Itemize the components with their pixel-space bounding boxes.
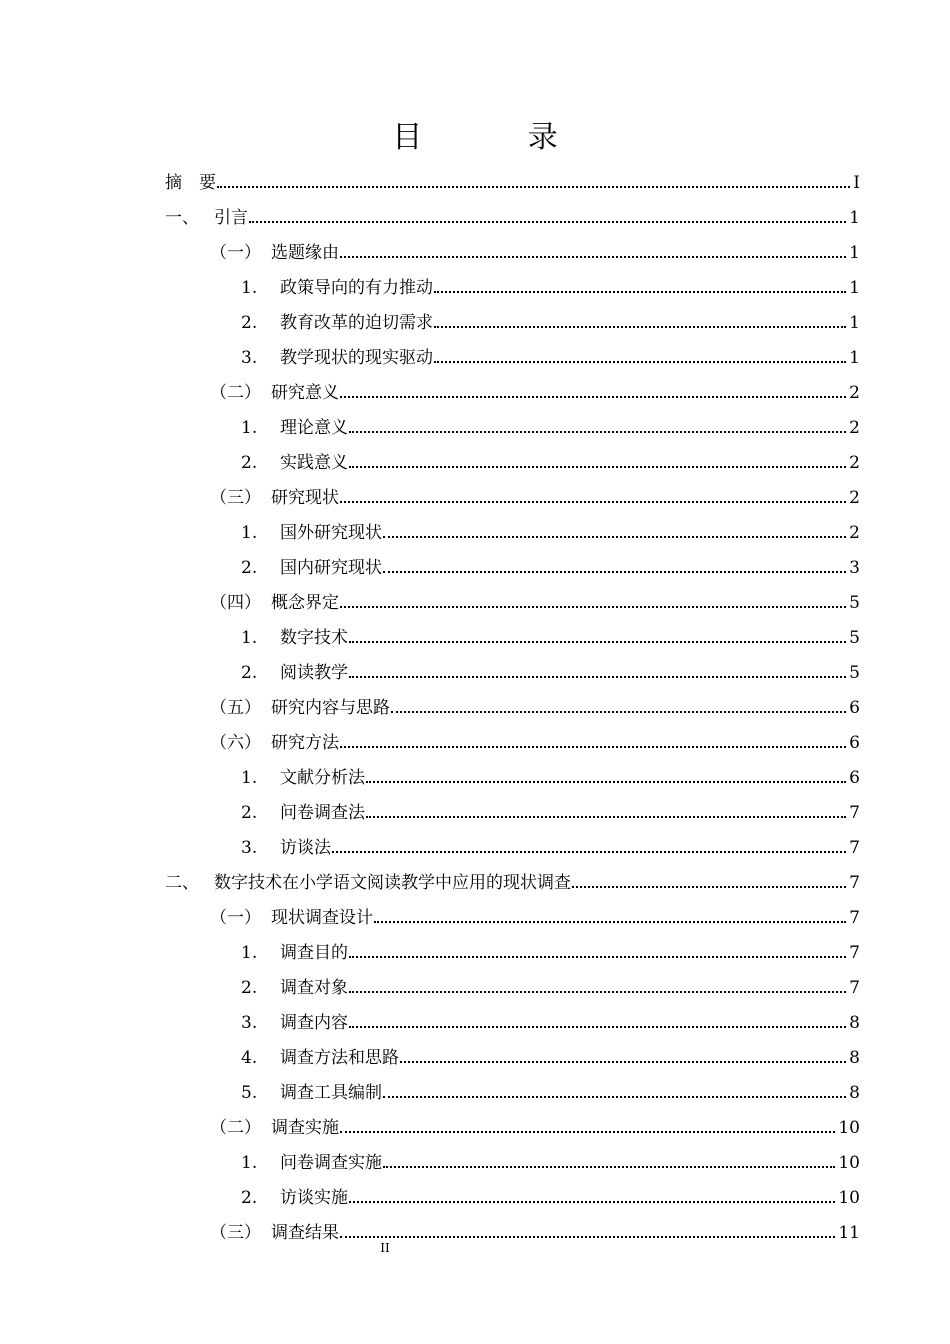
toc-entry-label: 数字技术在小学语文阅读教学中应用的现状调查 <box>214 873 571 893</box>
toc-entry-label: 国外研究现状 <box>280 523 382 543</box>
toc-dot-leader <box>349 1026 846 1028</box>
toc-entry-number: 2. <box>241 663 258 683</box>
toc-entry-number: 4. <box>241 1048 258 1068</box>
toc-entry[interactable] <box>210 228 860 263</box>
toc-entry-page: 7 <box>849 873 860 893</box>
toc-entry[interactable] <box>241 1033 860 1068</box>
toc-entry-page: 1 <box>849 208 860 228</box>
toc-dot-leader <box>349 431 846 433</box>
toc-entry-page: 7 <box>849 803 860 823</box>
toc-dot-leader <box>217 186 850 188</box>
toc-entry-number: 2. <box>241 978 258 998</box>
toc-entry-label: 政策导向的有力推动 <box>280 278 433 298</box>
toc-entry[interactable] <box>241 403 860 438</box>
footer-page-number: II <box>380 1241 390 1255</box>
toc-dot-leader <box>332 851 846 853</box>
toc-entry-number: 2. <box>241 803 258 823</box>
toc-entry-number: 3. <box>241 348 258 368</box>
toc-entry-label: 研究内容与思路 <box>271 698 390 718</box>
toc-entry-number: （三） <box>210 488 261 508</box>
toc-entry-number: 1. <box>241 943 258 963</box>
toc-entry-page: 7 <box>849 943 860 963</box>
toc-entry[interactable] <box>165 158 860 193</box>
toc-dot-leader <box>383 536 846 538</box>
toc-dot-leader <box>374 921 846 923</box>
toc-entry-label: 教育改革的迫切需求 <box>280 313 433 333</box>
toc-dot-leader <box>349 1201 835 1203</box>
toc-entry-number: 2. <box>241 453 258 473</box>
toc-entry-number: （二） <box>210 383 261 403</box>
toc-entry[interactable] <box>241 648 860 683</box>
toc-entry[interactable] <box>241 753 860 788</box>
page-title: 目 录 <box>392 120 606 155</box>
toc-entry-label: 引言 <box>214 208 248 228</box>
toc-entry-number: 1. <box>241 523 258 543</box>
toc-entry-label: 选题缘由 <box>271 243 339 263</box>
toc-entry[interactable] <box>241 438 860 473</box>
toc-entry[interactable] <box>241 613 860 648</box>
toc-entry-label: 调查对象 <box>280 978 348 998</box>
toc-entry-number: （一） <box>210 908 261 928</box>
toc-entry-label: 研究意义 <box>271 383 339 403</box>
toc-entry-page: 8 <box>849 1083 860 1103</box>
toc-dot-leader <box>349 466 846 468</box>
toc-entry[interactable] <box>210 578 860 613</box>
toc-entry-page: 6 <box>849 733 860 753</box>
toc-entry-page: 2 <box>849 488 860 508</box>
toc-entry-page: I <box>853 173 860 193</box>
toc-entry-label: 调查方法和思路 <box>280 1048 399 1068</box>
toc-entry-page: 8 <box>849 1013 860 1033</box>
toc-entry-number: 1. <box>241 628 258 648</box>
toc-dot-leader <box>434 326 846 328</box>
toc-entry-number: 一、 <box>165 208 199 228</box>
toc-entry-label: 概念界定 <box>271 593 339 613</box>
toc-dot-leader <box>349 641 846 643</box>
toc-entry[interactable] <box>241 928 860 963</box>
toc-entry-number: 1. <box>241 1153 258 1173</box>
toc-entry-number: 1. <box>241 768 258 788</box>
toc-entry[interactable] <box>241 1138 860 1173</box>
toc-entry-number: 2. <box>241 558 258 578</box>
toc-entry-page: 6 <box>849 768 860 788</box>
toc-entry[interactable] <box>241 543 860 578</box>
toc-entry-number: （四） <box>210 593 261 613</box>
toc-entry-number: 1. <box>241 418 258 438</box>
toc-entry-page: 1 <box>849 348 860 368</box>
toc-entry[interactable] <box>241 1068 860 1103</box>
toc-entry[interactable] <box>241 298 860 333</box>
toc-entry[interactable] <box>210 473 860 508</box>
toc-entry-number: 摘 要 <box>165 173 216 193</box>
toc-dot-leader <box>340 256 846 258</box>
toc-dot-leader <box>249 221 846 223</box>
toc-entry[interactable] <box>241 508 860 543</box>
toc-entry-page: 2 <box>849 418 860 438</box>
toc-entry-page: 1 <box>849 313 860 333</box>
toc-entry-page: 8 <box>849 1048 860 1068</box>
toc-dot-leader <box>366 816 846 818</box>
toc-entry[interactable] <box>210 1103 860 1138</box>
toc-entry-number: 3. <box>241 1013 258 1033</box>
toc-entry-page: 7 <box>849 838 860 858</box>
toc-entry-number: （六） <box>210 733 261 753</box>
toc-entry-label: 问卷调查实施 <box>280 1153 382 1173</box>
toc-entry-label: 国内研究现状 <box>280 558 382 578</box>
toc-dot-leader <box>340 396 846 398</box>
toc-entry-page: 6 <box>849 698 860 718</box>
toc-entry-number: 1. <box>241 278 258 298</box>
toc-entry-label: 访谈法 <box>280 838 331 858</box>
toc-entry-label: 理论意义 <box>280 418 348 438</box>
toc-entry-label: 调查目的 <box>280 943 348 963</box>
toc-entry-page: 1 <box>849 243 860 263</box>
toc-entry[interactable] <box>241 788 860 823</box>
toc-entry-page: 1 <box>849 278 860 298</box>
toc-dot-leader <box>572 886 846 888</box>
toc-entry[interactable] <box>210 368 860 403</box>
toc-entry[interactable] <box>210 718 860 753</box>
toc-entry[interactable] <box>210 683 860 718</box>
toc-dot-leader <box>383 1166 835 1168</box>
toc-entry-label: 调查结果 <box>271 1223 339 1243</box>
toc-entry-page: 3 <box>849 558 860 578</box>
toc-dot-leader <box>400 1061 846 1063</box>
toc-entry-number: 2. <box>241 1188 258 1208</box>
toc-dot-leader <box>434 361 846 363</box>
toc-entry[interactable] <box>165 858 860 893</box>
toc-entry[interactable] <box>241 333 860 368</box>
toc-entry[interactable] <box>210 893 860 928</box>
toc-entry-page: 2 <box>849 453 860 473</box>
toc-entry-label: 问卷调查法 <box>280 803 365 823</box>
toc-entry-number: 5. <box>241 1083 258 1103</box>
toc-entry-number: 二、 <box>165 873 199 893</box>
toc-entry-number: 3. <box>241 838 258 858</box>
toc-entry-label: 调查工具编制 <box>280 1083 382 1103</box>
toc-dot-leader <box>434 291 846 293</box>
toc-entry-label: 教学现状的现实驱动 <box>280 348 433 368</box>
toc-entry-label: 阅读教学 <box>280 663 348 683</box>
toc-entry-page: 5 <box>849 663 860 683</box>
toc-entry[interactable] <box>241 263 860 298</box>
toc-entry[interactable] <box>241 998 860 1033</box>
toc-entry-page: 10 <box>838 1188 860 1208</box>
toc-entry-page: 5 <box>849 593 860 613</box>
toc-entry-number: （三） <box>210 1223 261 1243</box>
toc-dot-leader <box>340 746 846 748</box>
toc-dot-leader <box>340 501 846 503</box>
toc-entry-number: 2. <box>241 313 258 333</box>
toc-entry-label: 现状调查设计 <box>271 908 373 928</box>
toc-dot-leader <box>391 711 846 713</box>
toc-entry-page: 2 <box>849 383 860 403</box>
toc-dot-leader <box>383 571 846 573</box>
toc-entry-label: 文献分析法 <box>280 768 365 788</box>
toc-entry-page: 10 <box>838 1153 860 1173</box>
toc-entry-label: 数字技术 <box>280 628 348 648</box>
toc-entry-label: 研究方法 <box>271 733 339 753</box>
toc-entry[interactable] <box>241 1173 860 1208</box>
toc-entry[interactable] <box>165 193 860 228</box>
toc-entry-page: 7 <box>849 908 860 928</box>
toc-dot-leader <box>349 991 846 993</box>
toc-entry-page: 5 <box>849 628 860 648</box>
toc-entry[interactable] <box>241 963 860 998</box>
toc-entry-label: 访谈实施 <box>280 1188 348 1208</box>
toc-dot-leader <box>340 1131 835 1133</box>
toc-entry-number: （一） <box>210 243 261 263</box>
toc-dot-leader <box>383 1096 846 1098</box>
toc-entry-page: 10 <box>838 1118 860 1138</box>
toc-entry-page: 11 <box>838 1223 860 1243</box>
toc-entry-label: 调查实施 <box>271 1118 339 1138</box>
toc-dot-leader <box>349 676 846 678</box>
toc-dot-leader <box>349 956 846 958</box>
toc-entry-page: 7 <box>849 978 860 998</box>
toc-entry-label: 研究现状 <box>271 488 339 508</box>
toc-entry-label: 调查内容 <box>280 1013 348 1033</box>
toc-dot-leader <box>366 781 846 783</box>
toc-entry[interactable] <box>241 823 860 858</box>
toc-entry-number: （五） <box>210 698 261 718</box>
toc-entry[interactable] <box>210 1208 860 1243</box>
toc-entry-number: （二） <box>210 1118 261 1138</box>
toc-entry-label: 实践意义 <box>280 453 348 473</box>
toc-entry-page: 2 <box>849 523 860 543</box>
toc-dot-leader <box>340 1236 835 1238</box>
toc-dot-leader <box>340 606 846 608</box>
